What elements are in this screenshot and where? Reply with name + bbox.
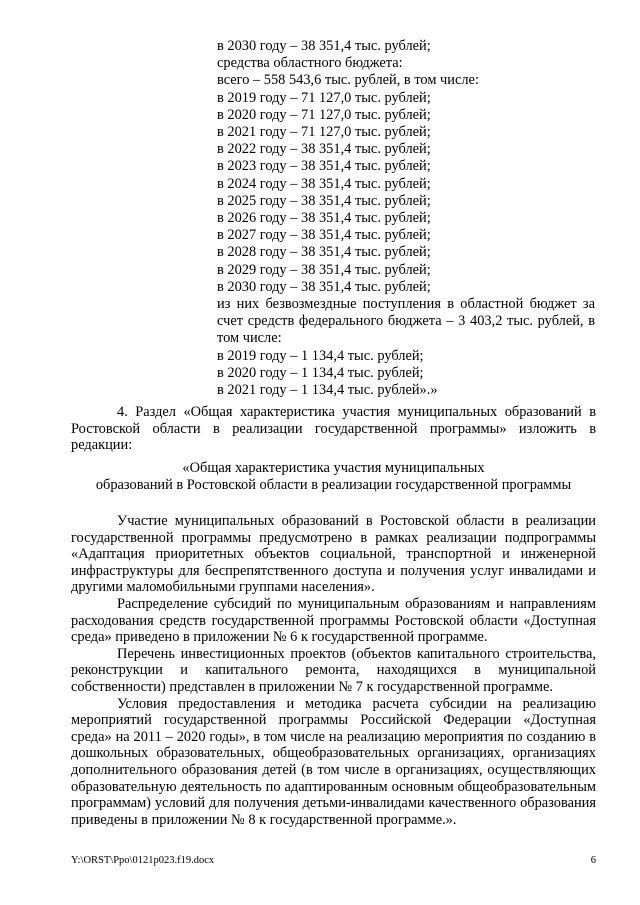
budget-line: в 2030 году – 38 351,4 тыс. рублей; [217, 38, 431, 54]
budget-line: в 2024 году – 38 351,4 тыс. рублей; [217, 175, 431, 192]
budget-line: в 2026 году – 38 351,4 тыс. рублей; [217, 210, 431, 227]
budget-line: средства областного бюджета: [217, 55, 403, 72]
budget-line: в 2022 году – 38 351,4 тыс. рублей; [217, 141, 431, 158]
budget-line: в 2030 году – 38 351,4 тыс. рублей; [217, 278, 431, 295]
file-path: Y:\ORST\Ppo\0121p023.f19.docx [71, 855, 215, 866]
body-paragraph: Распределение субсидий по муниципальным образованиям и направлениям расходования средств государственной программы Ростовской области «Доступная среда» приведено в приложении № 6 к государственной программе. [71, 595, 596, 646]
budget-line: в 2019 году – 1 134,4 тыс. рублей; [217, 347, 424, 364]
section-body [71, 513, 596, 828]
budget-line: в 2021 году – 1 134,4 тыс. рублей».» [217, 382, 438, 399]
body-paragraph: Условия предоставления и методика расчета субсидии на реализацию мероприятий государственной программы Российской Федерации «Доступная среда» на 2011 – 2020 годы», в том числе на реализацию мероприятия по созданию в дошкольных образовательных, общеобразовательных организациях, организациях дополнительного образования детей (в том числе в организациях, осуществляющих образовательную деятельность по адаптированным основным общеобразовательным программам) условий для получения детьми-инвалидами качественного образования приведены в приложении № 8 к государственной программе.». [71, 695, 596, 828]
budget-line: в 2020 году – 1 134,4 тыс. рублей; [217, 364, 424, 381]
budget-line: в 2029 году – 38 351,4 тыс. рублей; [217, 261, 431, 278]
budget-funding-list [217, 38, 595, 399]
page-number: 6 [590, 855, 596, 866]
budget-line: в 2020 году – 71 127,0 тыс. рублей; [217, 106, 431, 123]
budget-line: в 2019 году – 71 127,0 тыс. рублей; [217, 89, 431, 106]
body-paragraph: Участие муниципальных образований в Ростовской области в реализации государственной программы предусмотрено в рамках реализации подпрограммы «Адаптация приоритетных объектов социальной, транспортной и инженерной инфраструктуры для беспрепятственного доступа и получения услуг инвалидами и другими маломобильными группами населения». [71, 513, 596, 596]
section-heading-line-1: «Общая характеристика участия муниципальных [182, 460, 485, 476]
federal-funding-note: из них безвозмездные поступления в областной бюджет за счет средств федерального бюджета – 3 403,2 тыс. рублей, в том числе: [217, 296, 595, 347]
budget-line: в 2027 году – 38 351,4 тыс. рублей; [217, 227, 431, 244]
budget-line: в 2025 году – 38 351,4 тыс. рублей; [217, 192, 431, 209]
budget-line: в 2023 году – 38 351,4 тыс. рублей; [217, 158, 431, 175]
section-4-intro-text: 4. Раздел «Общая характеристика участия муниципальных образований в Ростовской области в реализации государственной программы» изложить в редакции: [71, 404, 596, 454]
body-paragraph: Перечень инвестиционных проектов (объектов капитального строительства, реконструкции и капитального ремонта, находящихся в муниципальной собственности) представлен в приложении № 7 к государственной программе. [71, 645, 596, 695]
section-4-intro [71, 404, 596, 454]
budget-line: в 2028 году – 38 351,4 тыс. рублей; [217, 244, 431, 261]
section-heading-line-2: образований в Ростовской области в реализации государственной программы [95, 476, 572, 493]
budget-line: всего – 558 543,6 тыс. рублей, в том числе: [217, 72, 479, 89]
budget-line: в 2021 году – 71 127,0 тыс. рублей; [217, 124, 431, 141]
section-heading [71, 460, 596, 493]
